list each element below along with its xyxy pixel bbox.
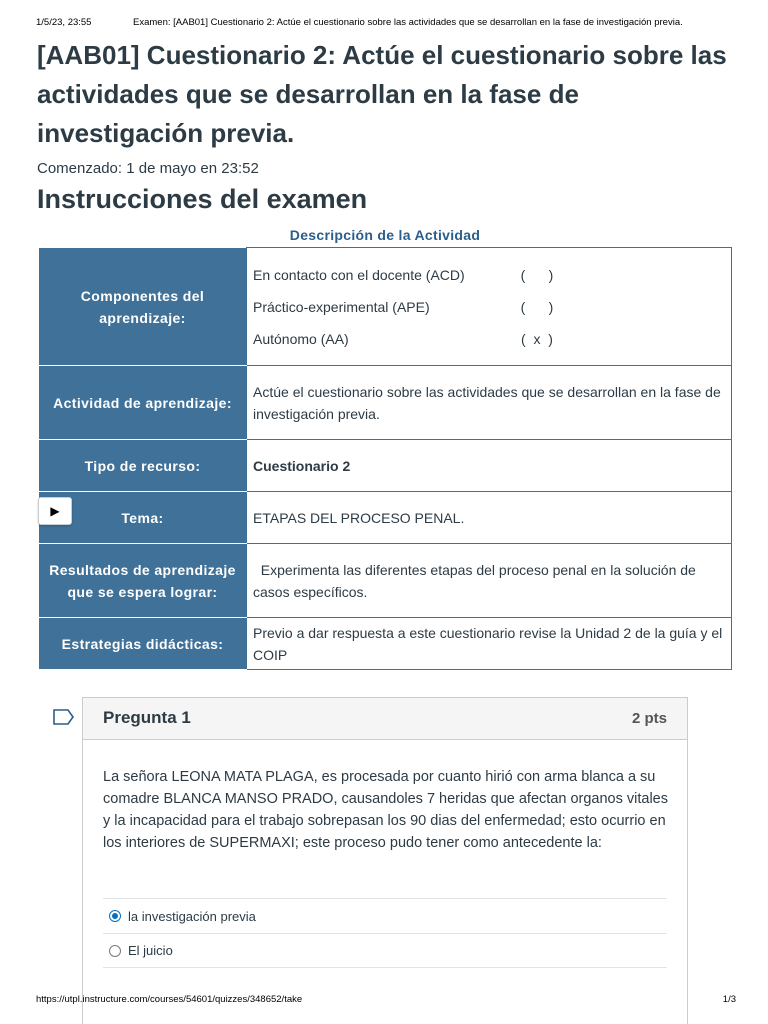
radio-icon[interactable] — [109, 945, 121, 957]
started-timestamp: Comenzado: 1 de mayo en 23:52 — [37, 160, 259, 177]
activity-row — [39, 366, 732, 440]
results-label: Resultados de aprendizaje que se espera lograr: — [39, 544, 247, 618]
answer-label: El juicio — [128, 943, 173, 958]
components-value — [247, 248, 732, 366]
activity-table-caption: Descripción de la Actividad — [289, 227, 481, 243]
strategies-label: Estrategias didácticas: — [39, 618, 247, 670]
radio-selected-icon[interactable] — [109, 910, 121, 922]
resource-label: Tipo de recurso: — [39, 440, 247, 492]
components-label: Componentes del aprendizaje: — [39, 248, 247, 366]
results-value: Experimenta las diferentes etapas del proceso penal en la solución de casos específicos. — [247, 544, 732, 618]
answer-label: la investigación previa — [128, 908, 256, 924]
answer-list — [103, 898, 667, 968]
component-mark: ( ) — [520, 266, 554, 283]
component-item — [253, 259, 725, 291]
component-label: En contacto con el docente (ACD) — [253, 266, 465, 283]
topic-row — [39, 492, 732, 544]
topic-label: Tema: — [39, 492, 247, 544]
results-row — [39, 544, 732, 618]
question-title: Pregunta 1 — [103, 708, 191, 727]
component-item — [253, 323, 725, 355]
component-mark: ( ) — [520, 298, 554, 315]
print-page-title: Examen: [AAB01] Cuestionario 2: Actúe el cuestionario sobre las actividades que se desarrollan en la fase de investigación previa. — [133, 17, 683, 28]
print-date: 1/5/23, 23:55 — [36, 17, 92, 28]
components-row — [39, 248, 732, 366]
component-label: Autónomo (AA) — [253, 330, 349, 347]
play-button[interactable] — [38, 497, 72, 525]
activity-description-table — [38, 247, 732, 670]
strategies-value: Previo a dar respuesta a este cuestionario revise la Unidad 2 de la guía y el COIP — [247, 618, 732, 670]
print-url: https://utpl.instructure.com/courses/54601/quizzes/348652/take — [36, 994, 303, 1005]
component-item — [253, 291, 725, 323]
resource-value: Cuestionario 2 — [247, 440, 732, 492]
resource-row — [39, 440, 732, 492]
bookmark-flag-icon[interactable] — [53, 709, 75, 725]
activity-value: Actúe el cuestionario sobre las actividades que se desarrollan en la fase de investigación previa. — [247, 366, 732, 440]
quiz-title: [AAB01] Cuestionario 2: Actúe el cuestionario sobre las actividades que se desarrollan en la fase de investigación previa. — [37, 40, 727, 148]
strategies-row — [39, 618, 732, 670]
answer-option[interactable] — [103, 898, 667, 933]
component-mark: ( x ) — [521, 330, 553, 347]
instructions-title: Instrucciones del examen — [37, 184, 368, 214]
question-header — [83, 698, 687, 740]
question-points: 2 pts — [631, 710, 667, 727]
print-page-number: 1/3 — [722, 994, 736, 1005]
component-label: Práctico-experimental (APE) — [253, 298, 430, 315]
play-icon: ▶ — [50, 504, 60, 518]
answer-option[interactable] — [103, 933, 667, 968]
question-card — [82, 697, 688, 1024]
activity-label: Actividad de aprendizaje: — [39, 366, 247, 440]
question-text: La señora LEONA MATA PLAGA, es procesada por cuanto hirió con arma blanca a su comadre BLANCA MANSO PRADO, causandoles 7 heridas que afectan organos vitales y la incapacidad para el trabajo sobrepasan los 90 dias del enfermedad; esto ocurrio en los interiores de SUPERMAXI; este proceso pudo tener como antecedente la: — [103, 769, 668, 851]
topic-value: ETAPAS DEL PROCESO PENAL. — [247, 492, 732, 544]
